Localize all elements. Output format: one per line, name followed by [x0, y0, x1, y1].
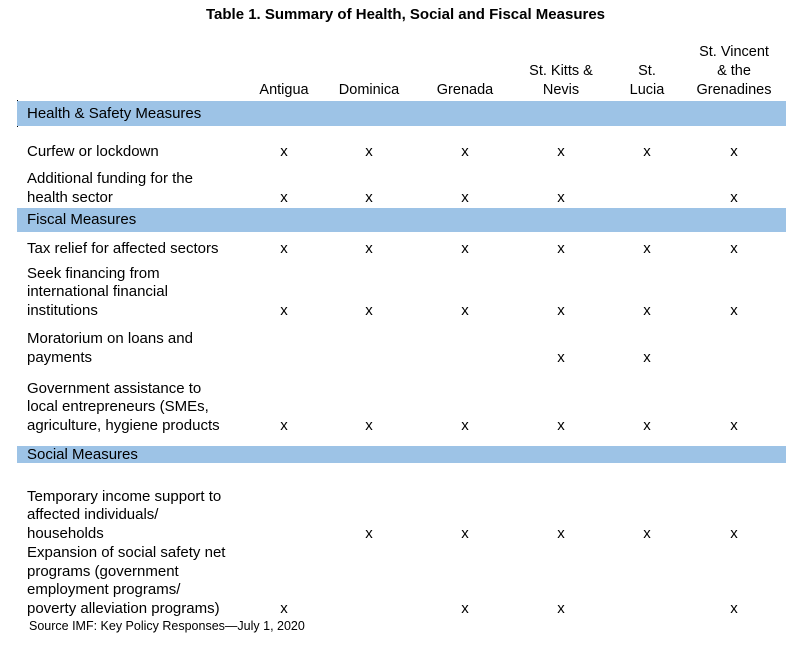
column-header-line: St. Vincent — [699, 44, 769, 60]
row-label-line: Government assistance to — [27, 379, 202, 397]
check-mark: x — [461, 600, 469, 617]
check-mark: x — [730, 143, 738, 160]
check-mark: x — [365, 143, 373, 160]
row-label — [27, 330, 257, 367]
check-mark: x — [730, 525, 738, 542]
check-mark: x — [557, 302, 565, 319]
row-label — [27, 143, 257, 162]
check-mark: x — [557, 240, 565, 257]
check-mark: x — [365, 417, 373, 434]
column-header — [410, 81, 520, 100]
row-label — [27, 240, 257, 259]
check-mark: x — [557, 417, 565, 434]
check-mark: x — [557, 525, 565, 542]
check-mark: x — [730, 600, 738, 617]
check-mark: x — [280, 189, 288, 206]
column-header-line: Dominica — [338, 82, 400, 98]
check-mark: x — [280, 417, 288, 434]
check-mark: x — [280, 302, 288, 319]
check-mark: x — [461, 240, 469, 257]
row-label-line: international financial — [27, 283, 168, 300]
check-mark: x — [557, 189, 565, 206]
check-mark: x — [365, 525, 373, 542]
column-header-line: Lucia — [629, 82, 665, 98]
check-mark: x — [643, 240, 651, 257]
check-mark: x — [730, 302, 738, 319]
check-mark: x — [557, 600, 565, 617]
source-note: Source IMF: Key Policy Responses—July 1, 2020 — [29, 619, 305, 633]
check-mark: x — [461, 525, 469, 542]
row-label-line: local entrepreneurs (SMEs, — [27, 398, 209, 415]
row-label-line: poverty alleviation programs) — [27, 599, 220, 617]
check-mark: x — [643, 302, 651, 319]
row-label-line: payments — [27, 348, 93, 366]
row-label-line: Moratorium on loans and — [27, 330, 193, 347]
column-header-line: Nevis — [542, 82, 580, 98]
check-mark: x — [643, 143, 651, 160]
check-mark: x — [461, 189, 469, 206]
row-label-line: agriculture, hygiene products — [27, 416, 220, 434]
check-mark: x — [461, 302, 469, 319]
check-mark: x — [730, 189, 738, 206]
section-label: Fiscal Measures — [27, 211, 137, 228]
table-title: Table 1. Summary of Health, Social and Fiscal Measures — [205, 6, 606, 23]
row-label-line: Temporary income support to — [27, 487, 222, 505]
row-label-line: institutions — [27, 301, 98, 319]
check-mark: x — [557, 143, 565, 160]
check-mark: x — [365, 302, 373, 319]
column-header-line: Antigua — [259, 82, 309, 98]
check-mark: x — [461, 417, 469, 434]
row-label — [27, 488, 257, 544]
check-mark: x — [280, 600, 288, 617]
section-label: Social Measures — [27, 445, 138, 463]
section-label: Health & Safety Measures — [27, 104, 202, 122]
check-mark: x — [643, 349, 651, 366]
row-label — [27, 544, 257, 618]
row-label-line: employment programs/ — [27, 581, 181, 598]
row-label — [27, 170, 257, 207]
row-label-line: households — [27, 524, 104, 542]
row-label-line: affected individuals/ — [27, 506, 159, 523]
row-label-line: Expansion of social safety net — [27, 544, 226, 561]
check-mark: x — [365, 189, 373, 206]
column-header-line: St. — [638, 63, 656, 79]
row-label-line: Additional funding for the — [27, 170, 193, 187]
row-label-line: Tax relief for affected sectors — [27, 239, 219, 257]
check-mark: x — [730, 240, 738, 257]
column-header — [679, 43, 789, 100]
column-header-line: & the — [717, 63, 751, 79]
check-mark: x — [280, 143, 288, 160]
check-mark: x — [643, 417, 651, 434]
row-label-line: health sector — [27, 188, 113, 206]
check-mark: x — [643, 525, 651, 542]
check-mark: x — [730, 417, 738, 434]
column-header-line: Grenada — [436, 82, 494, 98]
row-label-line: Curfew or lockdown — [27, 142, 159, 160]
row-label-line: Seek financing from — [27, 264, 160, 282]
column-header-line: St. Kitts & — [529, 63, 593, 79]
row-label-line: programs (government — [27, 562, 179, 580]
row-label — [27, 265, 257, 321]
check-mark: x — [280, 240, 288, 257]
column-header-line: Grenadines — [696, 82, 772, 98]
check-mark: x — [557, 349, 565, 366]
check-mark: x — [461, 143, 469, 160]
check-mark: x — [365, 240, 373, 257]
row-label — [27, 380, 257, 436]
column-header — [314, 81, 424, 100]
